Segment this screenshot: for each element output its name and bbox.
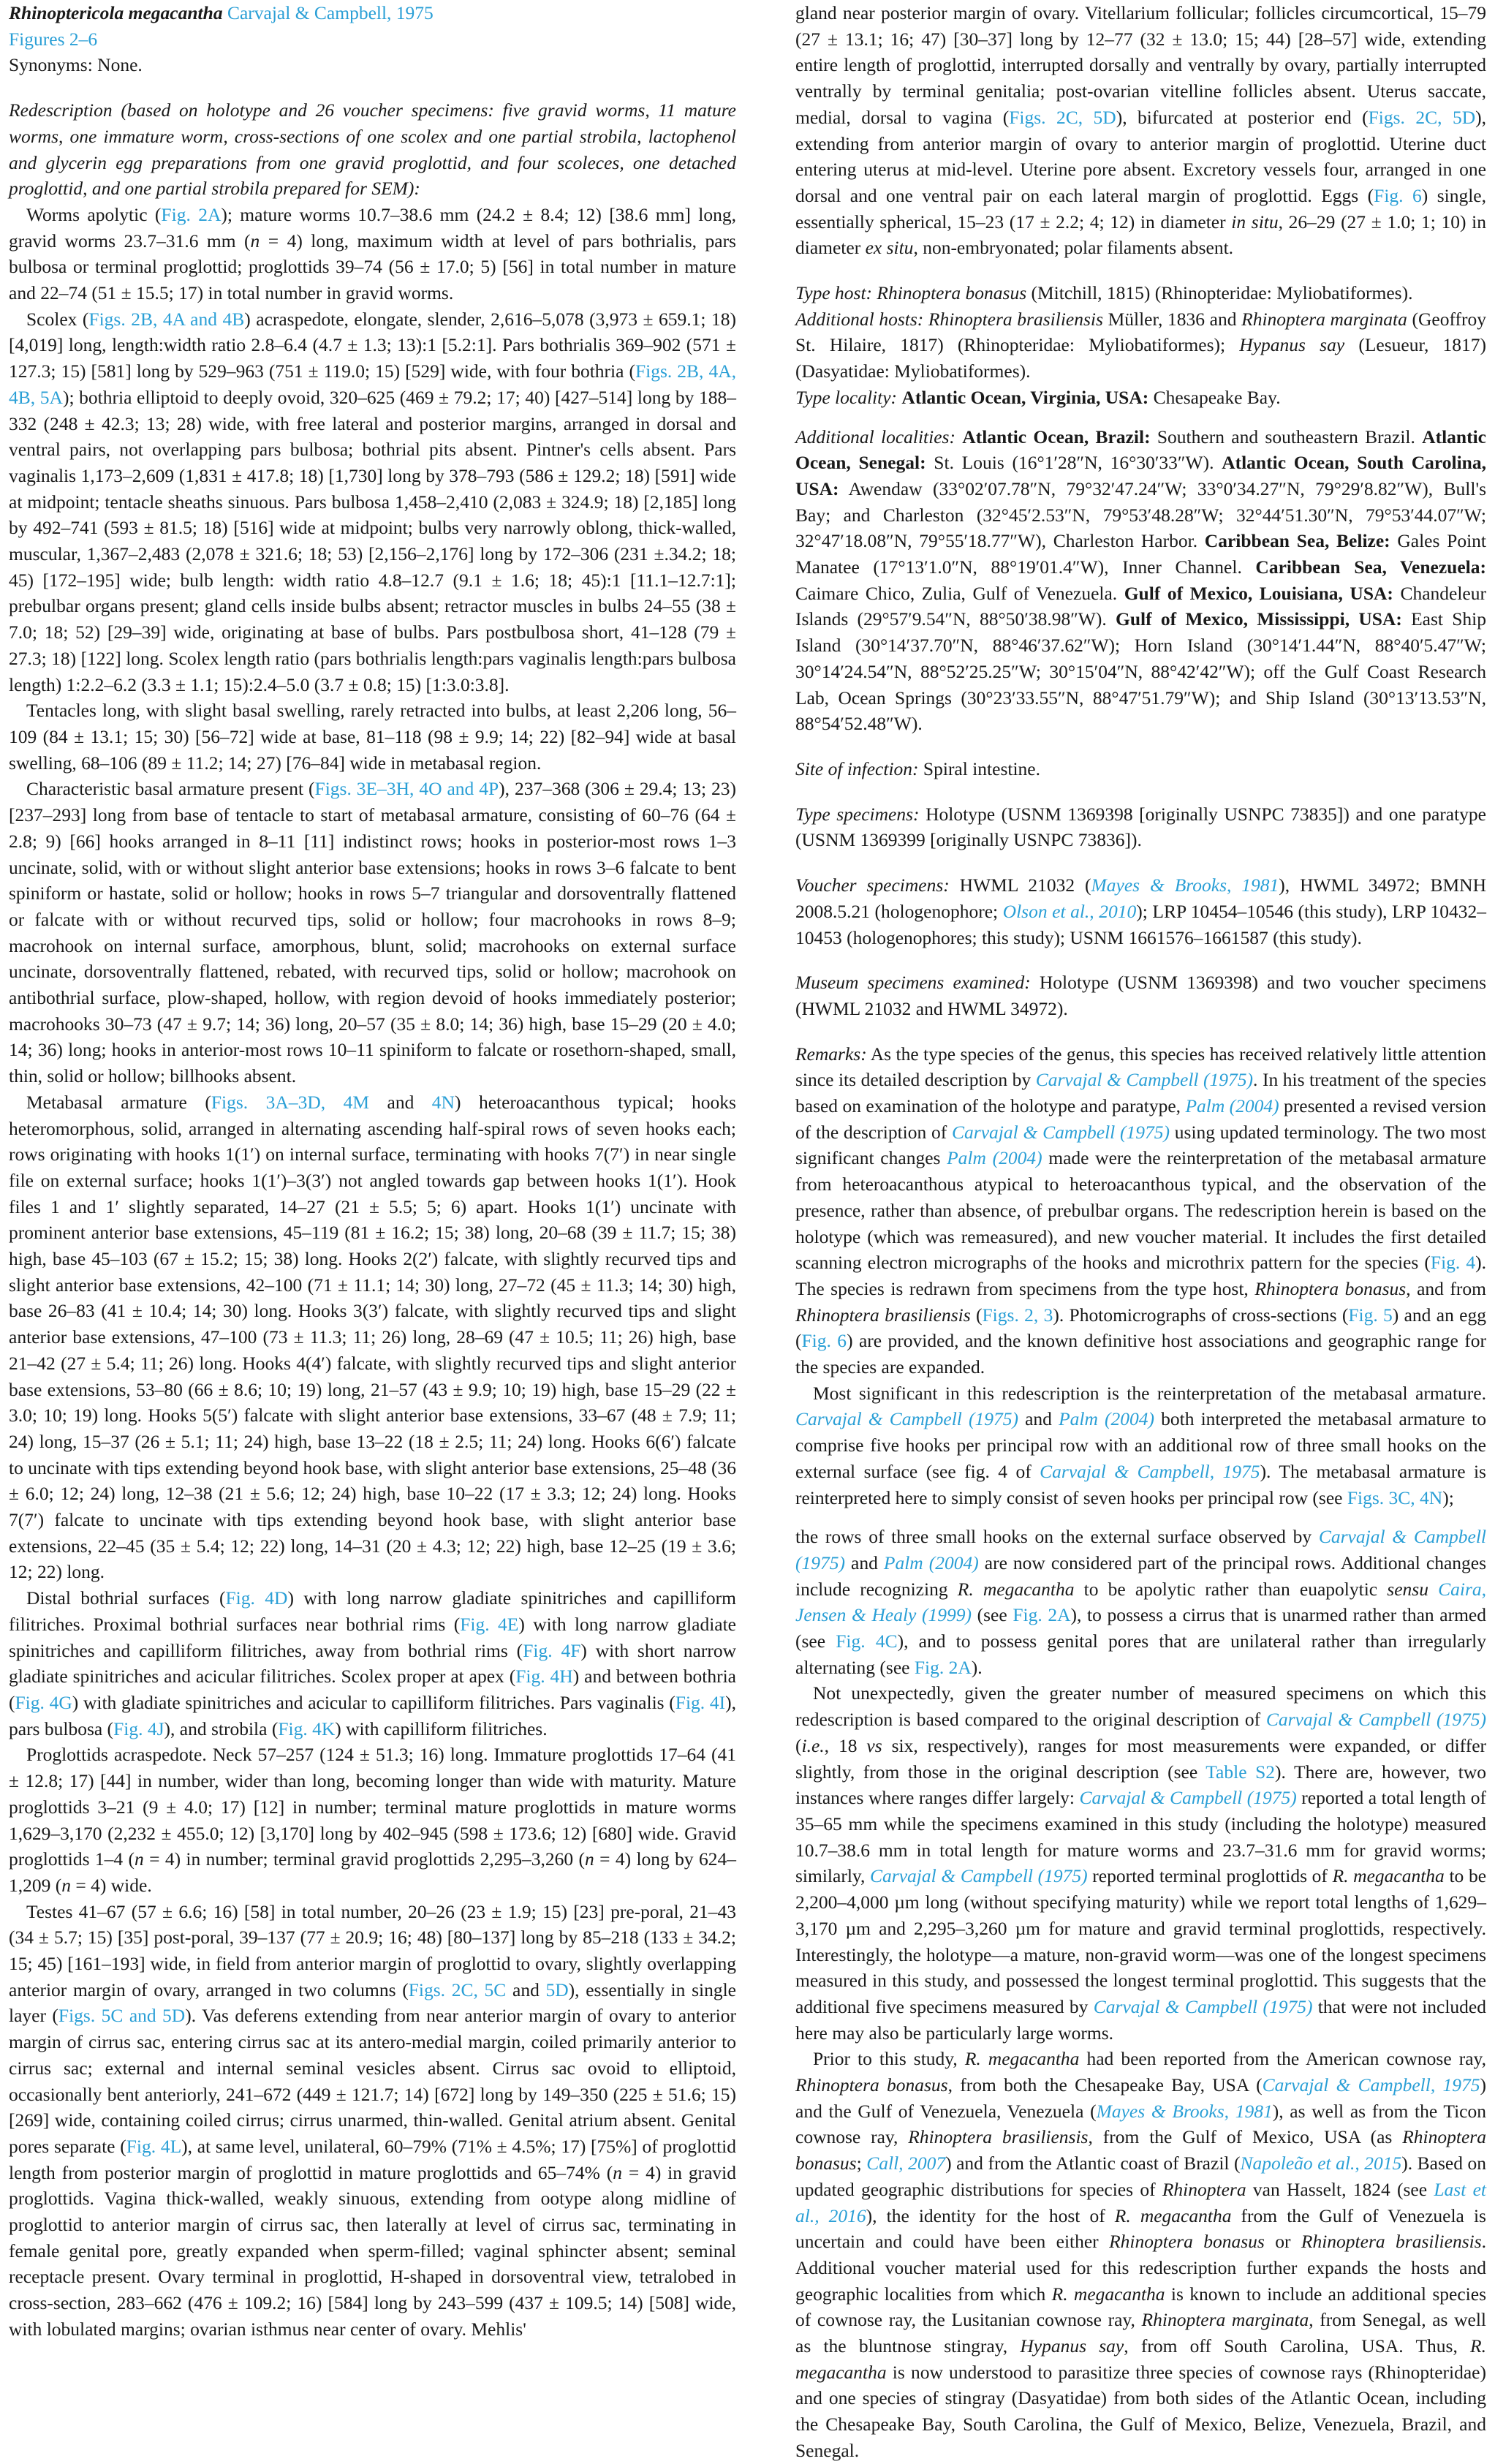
reference-link[interactable]: Fig. 4 xyxy=(1430,1252,1476,1274)
text-run: ), HWML 34972; BMNH 2008.5.21 (hologenophore; xyxy=(795,874,1487,922)
text-run: Rhinoptera bonasus xyxy=(795,2126,1486,2174)
text-run: in situ xyxy=(1231,211,1279,233)
text-run: are now considered part of the principal rows. Additional changes include recognizing xyxy=(795,1552,1487,1600)
reference-link[interactable]: Fig. 4G xyxy=(15,1692,72,1713)
locality-name: Gulf of Mexico, Mississippi, USA: xyxy=(1116,608,1402,630)
reference-link[interactable]: Carvajal & Campbell, 1975 xyxy=(1040,1460,1260,1482)
locality-name: Atlantic Ocean, Brazil: xyxy=(962,426,1151,447)
text-run: ). The species is redrawn from specimens from the type host, xyxy=(795,1252,1486,1299)
text-run: Rhinoptera brasiliensis xyxy=(795,1304,971,1326)
text-run: both interpreted the metabasal armature to comprise five hooks per principal row with an additional row of three small hooks on the external surface (see fig. 4 of xyxy=(795,1408,1487,1482)
text-run: n xyxy=(585,1848,594,1870)
text-run: R. megacantha xyxy=(957,1578,1075,1600)
text-run: Distal bothrial surfaces ( xyxy=(26,1587,226,1609)
reference-link[interactable]: Mayes & Brooks, 1981 xyxy=(1091,874,1279,896)
text-run: , from off South Carolina, USA. Thus, xyxy=(1124,2335,1471,2357)
reference-link[interactable]: Carvajal & Campbell (1975) xyxy=(795,1526,1486,1573)
text-run: Rhinoptera xyxy=(1162,2178,1246,2200)
reference-link[interactable]: Fig. 2A xyxy=(161,203,222,225)
text-run: ) with gladiate spinitriches and acicular to capilliform filitriches. Pars vaginalis ( xyxy=(72,1692,675,1713)
text-run: ), to possess a cirrus that is unarmed rather than armed (see xyxy=(795,1604,1486,1652)
text-run: Testes 41–67 (57 ± 6.6; 16) [58] in total number, 20–26 (23 ± 1.9; 15) [23] pre-poral, 21–43 (34 ± 5.7; 15) [35] post-poral, 39–137 (77 ± 20.9; 16; 48) [80–137] long by 85–218 (133 ± 34.2; 15; 45) [161–193] wide, in field from anterior margin of proglottid to ovary, slightly overlapping anterior margin of ovary, arranged in two columns ( xyxy=(9,1900,736,2000)
text-run: Müller, 1836 and xyxy=(1102,308,1242,330)
text-run: Site of infection: xyxy=(795,757,919,779)
text-run: that were not included here may also be particularly large worms. xyxy=(795,1995,1486,2044)
text-run: Tentacles long, with slight basal swelling, rarely retracted into bulbs, at least 2,206 long, 56–109 (84 ± 13.1; 15; 30) [56–72] wide at base, 81–118 (98 ± 9.9; 14; 22) [82–94] wide at basal swelling, 68–106 (89 ± 11.2; 14; 27) [76–84] wide in metabasal region. xyxy=(9,700,736,774)
paragraph xyxy=(795,1041,1486,1380)
text-run: ); bothria elliptoid to deeply ovoid, 320–625 (469 ± 79.2; 17; 40) [427–514] long by 188–332 (248 ± 42.3; 13; 28) wide, with free lateral and posterior margins, arranged in dorsal and ventral pairs, not overlapping pars bulbosa; bothrial pits absent. Pintner's cells absent. Pars vaginalis 1,173–2,609 (1,831 ± 417.8; 18) [1,730] long by 378–793 (586 ± 129.2; 18) [591] wide at midpoint; tentacle sheaths sinuous. Pars bulbosa 1,458–2,410 (2,083 ± 324.9; 18) [2,185] long by 492–741 (593 ± 81.5; 18) [516] wide at midpoint; bulbs very narrowly oblong, thick-walled, muscular, 1,367–2,483 (2,078 ± 321.6; 18; 53) [2,156–2,176] long by 172–306 (231 ±.34.2; 18; 45) [172–195] wide; bulb length: width ratio 4.8–12.7 (9.1 ± 1.6; 18; 45):1 [11.1–12.7:1]; prebulbar organs present; gland cells inside bulbs absent; retractor muscles in bulbs 24–55 (38 ± 7.0; 18; 52) [29–39] wide, originating at base of bulbs. Pars postbulbosa short, 41–128 (79 ± 27.3; 18) [122] long. Scolex length ratio (pars bothrialis length:pars vaginalis length:pars bulbosa length) 1:2.2–6.2 (3.3 ± 1.1; 15):2.4–5.0 (3.7 ± 0.8; 15) [1:3.0:3.8]. xyxy=(9,386,736,695)
text-run: East Ship Island (30°14′37.70″N, 88°46′37.62″W); Horn Island (30°14′1.44″N, 88°40′5.47″W; 30°14′24.54″N, 88°52′25.25″W; 30°15′04″N, 88°42′42″W); off the Gulf Coast Research Lab, Ocean Springs (30°23′33.55″N, 88°47′51.79″W); and Ship Island (30°13′13.53″N, 88°54′52.48″W). xyxy=(795,608,1487,735)
text-run: Chandeleur Islands (29°57′9.54″N, 88°50′38.98″W). xyxy=(795,582,1486,630)
text-run: ); mature worms 10.7–38.6 mm (24.2 ± 8.4; 12) [38.6 mm] long, gravid worms 23.7–31.6 mm ( xyxy=(9,203,736,252)
text-run: Holotype (USNM 1369398 [originally USNPC 73835]) and one paratype (USNM 1369399 [originally USNPC 73836]). xyxy=(795,803,1487,851)
text-run: Synonyms: None. xyxy=(9,54,143,76)
text-run: ( xyxy=(970,1304,983,1326)
text-run: Type host: Rhinoptera bonasus xyxy=(795,282,1027,304)
text-run: ) with long narrow gladiate spinitriches and capilliform filitriches, away from bothrial rims ( xyxy=(9,1613,737,1661)
text-run: , non-embryonated; polar filaments absent. xyxy=(913,237,1234,259)
reference-link[interactable]: Palm (2004) xyxy=(1185,1095,1279,1117)
reference-link[interactable]: Carvajal & Campbell (1975) xyxy=(952,1121,1170,1143)
text-run: Scolex ( xyxy=(26,308,89,330)
right-column xyxy=(795,0,1486,2464)
text-run: ) with long narrow gladiate spinitriches and capilliform filitriches. Proximal bothrial surfaces near bothrial rims ( xyxy=(9,1587,737,1635)
text-run: Worms apolytic ( xyxy=(26,203,162,225)
text-run: Remarks: xyxy=(795,1043,867,1065)
locality-name: Caribbean Sea, Venezuela: xyxy=(1255,556,1486,578)
text-run: Spiral intestine. xyxy=(918,757,1040,779)
locality-name: Atlantic Ocean, Virginia, USA: xyxy=(901,386,1149,408)
reference-link[interactable]: Fig. 4I xyxy=(675,1692,726,1713)
reference-link[interactable]: Figs. 5C and 5D xyxy=(58,2005,186,2027)
text-run: ) heteroacanthous typical; hooks heteromorphous, solid, arranged in alternating ascending half-spiral rows of seven hooks each; rows originating with hooks 1(1′) on internal surface, terminating with hooks 7(7′) in near single file on external surface; hooks 1(1′)–3(3′) not angled towards gap between hooks 1(1′). Hook files 1 and 1′ slightly separated, 14–27 (21 ± 5.5; 5; 6) apart. Hooks 1(1′) uncinate with prominent anterior base extensions, 45–119 (81 ± 16.2; 15; 38) long, 20–68 (39 ± 11.7; 15; 38) high, base 45–103 (67 ± 15.2; 15; 38) long. Hooks 2(2′) falcate, with slightly recurved tips and slight anterior base extensions, 42–100 (71 ± 11.1; 14; 30) long, 27–72 (45 ± 11.3; 14; 30) high, base 26–83 (41 ± 10.4; 14; 30) long. Hooks 3(3′) falcate, with slightly recurved tips and slight anterior base extensions, 47–100 (73 ± 11.3; 11; 26) long, 28–69 (47 ± 10.5; 11; 26) high, base 21–42 (27 ± 5.4; 11; 26) long. Hooks 4(4′) falcate, with slightly recurved tips and slight anterior base extensions, 53–80 (66 ± 8.6; 10; 19) long, 21–57 (43 ± 9.9; 10; 19) high, base 15–29 (22 ± 3.0; 10; 19) long. Hooks 5(5′) falcate with slight anterior base extensions, 33–67 (48 ± 7.9; 11; 24) long, 15–37 (26 ± 5.1; 11; 24) high, base 13–22 (18 ± 2.5; 11; 24) long. Hooks 6(6′) falcate to uncinate with tips extending beyond hook base, with slight anterior base extensions, 25–48 (36 ± 6.0; 12; 24) long, 12–38 (21 ± 5.6; 12; 24) high, base 10–22 (17 ± 3.3; 12; 24) long. Hooks 7(7′) falcate to uncinate with tips extending beyond hook base, with slight anterior base extensions, 22–45 (35 ± 5.4; 12; 22) long, 14–31 (20 ± 4.3; 12; 22) high, base 12–25 (19 ± 3.6; 12; 22) long. xyxy=(9,1091,736,1583)
text-run: n xyxy=(61,1874,71,1896)
paragraph xyxy=(9,1899,736,2343)
text-run: ) single, essentially spherical, 15–23 (17 ± 2.2; 4; 12) in diameter xyxy=(795,184,1486,233)
reference-link[interactable]: Mayes & Brooks, 1981 xyxy=(1096,2100,1273,2122)
paragraph xyxy=(9,1089,736,1585)
text-run: n xyxy=(250,230,260,252)
paragraph xyxy=(795,970,1486,1021)
reference-link[interactable]: Fig. 4L xyxy=(126,2135,182,2157)
text-run: Rhinoptera bonasus xyxy=(1254,1277,1407,1299)
paragraph xyxy=(9,698,736,776)
text-run: Rhinoptericola megacantha xyxy=(9,2,223,23)
text-run: (Mitchill, 1815) (Rhinopteridae: Myliobatiformes). xyxy=(1026,282,1413,304)
text-run: Additional localities: xyxy=(795,426,963,447)
text-run: ), pars bulbosa ( xyxy=(9,1692,736,1739)
text-run: using updated terminology. The two most significant changes xyxy=(795,1121,1486,1169)
paragraph xyxy=(795,0,1486,261)
text-run: ), and strobila ( xyxy=(164,1717,279,1739)
paragraph xyxy=(9,1585,736,1742)
paragraph xyxy=(795,424,1486,737)
paragraph xyxy=(795,306,1486,385)
text-run: ). Photomicrographs of cross-sections ( xyxy=(1053,1304,1349,1326)
text-run: Not unexpectedly, given the greater number of measured specimens on which this redescription is based compared to the original description of xyxy=(795,1682,1486,1731)
text-run: ). There are, however, two instances where ranges differ largely: xyxy=(795,1761,1487,1809)
text-run: HWML 21032 ( xyxy=(949,874,1091,896)
text-run: = 4) wide. xyxy=(71,1874,152,1896)
reference-link[interactable]: Carvajal & Campbell (1975) xyxy=(1079,1787,1297,1809)
text-run: . In his treatment of the species based on examination of the holotype and paratype, xyxy=(795,1069,1486,1117)
text-run: is now understood to parasitize three species of cownose rays (Rhinopteridae) and one species of stingray (Dasyatidae) from both sides of the Atlantic Ocean, including the Chesapeake Bay, South Carolina, the Gulf of Mexico, Belize, Venezuela, Brazil, and Senegal. xyxy=(795,2361,1486,2461)
reference-link[interactable]: Figs. 2B, 4A, 4B, 5A xyxy=(9,360,736,408)
text-run: R. megacantha xyxy=(1051,2283,1165,2305)
text-run: ) and between bothria ( xyxy=(9,1666,736,1713)
reference-link[interactable]: Fig. 4C xyxy=(836,1630,898,1652)
paragraph xyxy=(795,2046,1486,2463)
reference-link[interactable]: Last et al., 2016 xyxy=(795,2178,1486,2226)
reference-link[interactable]: Fig. 6 xyxy=(1374,184,1422,206)
text-run: ); LRP 10454–10546 (this study), LRP 10432–10453 (hologenophores; this study); USNM 1661576–1661587 (this study). xyxy=(795,900,1486,948)
reference-link[interactable]: Table S2 xyxy=(1206,1761,1276,1783)
text-run: ), bifurcated at posterior end ( xyxy=(1116,106,1369,128)
text-run: ). Based on updated geographic distributions for species of xyxy=(795,2153,1487,2200)
reference-link[interactable]: Palm (2004) xyxy=(947,1147,1042,1169)
text-run: Redescription (based on holotype and 26 voucher specimens: five gravid worms, 11 mature worms, one immature worm, cross-sections of one scolex and one partial strobila, lactophenol and glycerin egg preparations from one gravid proglottid, and four scoleces, one detached proglottid, and one partial strobila prepared for SEM): xyxy=(9,99,736,200)
reference-link[interactable]: Figs. 2C, 5D xyxy=(1009,106,1116,128)
text-run: ex situ xyxy=(865,237,914,259)
text-run: ), essentially in single layer ( xyxy=(9,1979,736,2027)
text-run: from the Gulf of Venezuela is uncertain and could have been either xyxy=(795,2204,1486,2253)
text-run: Hypanus say xyxy=(1020,2335,1124,2357)
reference-link[interactable]: Caira, Jensen & Healy (1999) xyxy=(795,1578,1487,1626)
text-run: Southern and southeastern Brazil. xyxy=(1150,426,1423,447)
text-run: ) and from the Atlantic coast of Brazil ( xyxy=(945,2153,1241,2174)
text-run: Type specimens: xyxy=(795,803,920,825)
text-run: Most significant in this redescription is the reinterpretation of the metabasal armature. xyxy=(813,1382,1486,1404)
text-run: (Lesueur, 1817) (Dasyatidae: Myliobatiformes). xyxy=(795,334,1487,382)
text-run: ). The metabasal armature is reinterpreted here to simply consist of seven hooks per principal row (see xyxy=(795,1460,1486,1508)
reference-link[interactable]: Fig. 5 xyxy=(1348,1304,1393,1326)
text-run: Chesapeake Bay. xyxy=(1148,386,1281,408)
text-run: n xyxy=(134,1848,144,1870)
text-run: and xyxy=(1018,1408,1059,1430)
text-run: , from Senegal, as well as the bluntnose stingray, xyxy=(795,2309,1487,2357)
reference-link[interactable]: Figs. 2C, 5C xyxy=(408,1979,507,2000)
paragraph xyxy=(795,872,1486,951)
paragraph xyxy=(795,1380,1486,1511)
text-run: n xyxy=(613,2161,623,2183)
reference-link[interactable]: Napoleão et al., 2015 xyxy=(1240,2153,1402,2174)
paragraph xyxy=(795,756,1486,782)
reference-link[interactable]: Fig. 4E xyxy=(460,1613,519,1635)
reference-link[interactable]: Fig. 4H xyxy=(515,1666,573,1688)
text-run: i.e. xyxy=(801,1734,825,1756)
text-run: ; xyxy=(856,2153,867,2174)
text-run: presented a revised version of the description of xyxy=(795,1095,1486,1143)
text-run: ); xyxy=(1442,1486,1454,1508)
paragraph xyxy=(795,385,1486,411)
text-run: (Geoffroy St. Hilaire, 1817) (Rhinopteridae: Myliobatiformes); xyxy=(795,308,1486,356)
locality-name: Gulf of Mexico, Louisiana, USA: xyxy=(1124,582,1393,604)
text-run: to be apolytic rather than euapolytic xyxy=(1074,1578,1388,1600)
paragraph xyxy=(795,1524,1486,1680)
text-run: Type locality: xyxy=(795,386,902,408)
text-run: Museum specimens examined: xyxy=(795,972,1031,994)
text-run: Proglottids acraspedote. Neck 57–257 (124 ± 51.3; 16) long. Immature proglottids 17–64 (41 ± 12.8; 17) [44] in number, wider than long, becoming longer than wide with maturity. Mature proglottids 3–21 (9 ± 4.0; 17) [12] in number; terminal mature proglottids in mature worms 1,629–3,170 (2,232 ± 455.0; 12) [3,170] long by 402–945 (598 ± 173.6; 12) [680] wide. Gravid proglottids 1–4 ( xyxy=(9,1744,736,1870)
reference-link[interactable]: Carvajal & Campbell (1975) xyxy=(1035,1069,1254,1091)
text-run: sensu xyxy=(1387,1578,1439,1600)
text-run: ( xyxy=(795,1734,802,1756)
text-run: Metabasal armature ( xyxy=(26,1091,211,1113)
reference-link[interactable]: Carvajal & Campbell (1975) xyxy=(1093,1995,1313,2017)
text-run: gland near posterior margin of ovary. Vitellarium follicular; follicles circumcortical, 15–79 (27 ± 13.1; 16; 47) [30–37] long by 12–77 (32 ± 13.0; 15; 44) [28–57] wide, extending entire length of proglottid, interrupted dorsally and ventrally by ovary, partially interrupted ventrally by terminal genitalia; post-ovarian vitelline follicles absent. Uterus saccate, medial, dorsal to vagina ( xyxy=(795,2,1486,128)
text-run: ) with short narrow gladiate spinitriches and acicular filitriches. Scolex proper at apex ( xyxy=(9,1639,737,1688)
reference-link[interactable]: Fig. 2A xyxy=(1013,1604,1071,1626)
text-run: Characteristic basal armature present ( xyxy=(26,778,315,800)
text-run: made were the reinterpretation of the metabasal armature from heteroacanthous atypical to heteroacanthous typical, and the observation of the presence, rather than absence, of prebulbar organs. The redescription herein is based on the holotype (which was remeasured), and new voucher material. It includes the first detailed scanning electron micrographs of the hooks and microthrix pattern for the species ( xyxy=(795,1147,1486,1274)
locality-name: Atlantic Ocean, Senegal: xyxy=(795,426,1486,474)
reference-link[interactable]: Figures 2–6 xyxy=(9,28,98,50)
text-run: , and from xyxy=(1406,1277,1486,1299)
reference-link[interactable]: Fig. 4F xyxy=(523,1639,581,1661)
reference-link[interactable]: Fig. 2A xyxy=(914,1656,972,1678)
text-run: Rhinoptera marginata xyxy=(1141,2309,1309,2331)
reference-link[interactable]: Figs. 2B, 4A and 4B xyxy=(88,308,245,330)
text-run: R. megacantha xyxy=(1332,1865,1445,1887)
text-run: . Additional voucher material used for this redescription further expands the hosts and geographic localities from which xyxy=(795,2231,1487,2305)
text-run: is known to include an additional species of cownose ray, the Lusitanian cownose ray, xyxy=(795,2283,1486,2331)
reference-link[interactable]: Call, 2007 xyxy=(866,2153,946,2174)
left-column xyxy=(9,0,736,2343)
text-run: Hypanus say xyxy=(1239,334,1345,356)
text-run: six, respectively), ranges for most measurements were expanded, or differ slightly, from those in the original description (see xyxy=(795,1734,1486,1783)
locality-name: Caribbean Sea, Belize: xyxy=(1204,530,1390,552)
text-run: ) are provided, and the known definitive host associations and geographic range for the species are expanded. xyxy=(795,1330,1486,1378)
text-run: and xyxy=(844,1552,884,1573)
text-run: , 18 xyxy=(824,1734,867,1756)
text-run: Gales Point Manatee (17°13′1.0″N, 88°19′01.4″W), Inner Channel. xyxy=(795,530,1486,578)
reference-link[interactable]: Figs. 3A–3D, 4M xyxy=(211,1091,370,1113)
species-title xyxy=(9,0,736,26)
paragraph xyxy=(9,306,736,698)
text-run: Rhinoptera brasiliensis xyxy=(908,2126,1089,2148)
text-run: R. megacantha xyxy=(795,2335,1486,2383)
text-run: reported terminal proglottids of xyxy=(1087,1865,1333,1887)
text-run: , from the Gulf of Mexico, USA (as xyxy=(1088,2126,1403,2148)
text-run: = 4) long by 624–1,209 ( xyxy=(9,1848,736,1896)
text-run: the rows of three small hooks on the external surface observed by xyxy=(795,1526,1319,1548)
text-run: reported a total length of 35–65 mm while the specimens examined in this study (including the holotype) measured 10.7–38.6 mm in total length for mature worms and 23.7–31.6 mm for gravid worms; similarly, xyxy=(795,1787,1486,1887)
reference-link[interactable]: Fig. 4K xyxy=(278,1717,336,1739)
paragraph xyxy=(9,202,736,306)
paragraph xyxy=(9,26,736,53)
text-run: van Hasselt, 1824 (see xyxy=(1246,2178,1434,2200)
text-run: had been reported from the American cownose ray, xyxy=(1079,2048,1486,2070)
reference-link[interactable]: 4N xyxy=(431,1091,455,1113)
text-run: ) and the Gulf of Venezuela, Venezuela ( xyxy=(795,2074,1486,2122)
paragraph xyxy=(9,52,736,78)
reference-link[interactable]: Figs. 3C, 4N xyxy=(1347,1486,1443,1508)
text-run: Holotype (USNM 1369398) and two voucher specimens (HWML 21032 and HWML 34972). xyxy=(795,972,1486,1019)
reference-link[interactable]: 5D xyxy=(545,1979,569,2000)
reference-link[interactable]: Palm (2004) xyxy=(883,1552,979,1573)
text-run: Caimare Chico, Zulia, Gulf of Venezuela. xyxy=(795,582,1124,604)
text-run: (see xyxy=(972,1604,1013,1626)
reference-link[interactable]: Figs. 2, 3 xyxy=(982,1304,1053,1326)
reference-link[interactable]: Carvajal & Campbell, 1975 xyxy=(1262,2074,1480,2096)
text-run: , 26–29 (27 ± 1.0; 1; 10) in diameter xyxy=(795,211,1486,259)
reference-link[interactable]: Fig. 4J xyxy=(113,1717,164,1739)
reference-link[interactable]: Figs. 2C, 5D xyxy=(1368,106,1476,128)
text-run: ). Vas deferens extending from near anterior margin of ovary to anterior margin of cirrus sac, entering cirrus sac at its antero-medial margin, coiled primarily anterior to cirrus sac; external and internal seminal vesicles absent. Cirrus sac ovoid to elliptoid, occasionally bent anteriorly, 241–672 (449 ± 121.7; 14) [672] long by 149–350 (225 ± 51.6; 15) [269] wide, containing coiled cirrus; cirrus unarmed, thin-walled. Genital atrium absent. Genital pores separate ( xyxy=(9,2005,736,2157)
text-run: = 4) long, maximum width at level of pars bothrialis, pars bulbosa or terminal proglottid; proglottids 39–74 (56 ± 17.0; 5) [56] in total number in mature and 22–74 (51 ± 15.5; 17) in total number in gravid worms. xyxy=(9,230,736,304)
text-run: ). xyxy=(971,1656,983,1678)
reference-link[interactable]: Carvajal & Campbell (1975) xyxy=(1265,1709,1486,1731)
paragraph xyxy=(9,1742,736,1898)
text-run: ), extending from anterior margin of ovary to anterior margin of proglottid. Uterine duct entering uterus at mid-level. Uterine pore absent. Excretory vessels four, arranged in one dorsal and one ventral pair on each lateral margin of proglottid. Eggs ( xyxy=(795,106,1486,206)
paragraph xyxy=(9,776,736,1089)
text-run: Awendaw (33°02′07.78″N, 79°32′47.24″W; 33°0′34.27″N, 79°29′8.82″W), Bull's Bay; and Charleston (32°45′2.53″N, 79°53′48.28″W; 32°44′51.30″N, 79°53′44.07″W; 32°47′18.08″N, 79°55′18.77″W), Charleston Harbor. xyxy=(795,477,1486,552)
text-run: ) and an egg ( xyxy=(795,1304,1486,1352)
reference-link[interactable]: Fig. 4D xyxy=(225,1587,288,1609)
text-run: ), as well as from the Ticon cownose ray, xyxy=(795,2100,1486,2148)
text-run: Rhinoptera bonasus xyxy=(1109,2231,1265,2253)
text-run: ), at same level, unilateral, 60–79% (71% ± 4.5%; 17) [75%] of proglottid length from posterior margin of proglottid in mature proglottids and 65–74% ( xyxy=(9,2135,737,2183)
text-run: Prior to this study, xyxy=(813,2048,965,2070)
text-run: ) with capilliform filitriches. xyxy=(335,1717,548,1739)
reference-link[interactable]: Fig. 6 xyxy=(801,1330,847,1352)
reference-link[interactable]: Carvajal & Campbell, 1975 xyxy=(222,2,434,23)
reference-link[interactable]: Figs. 3E–3H, 4O and 4P xyxy=(314,778,499,800)
text-run: ) acraspedote, elongate, slender, 2,616–5,078 (3,973 ± 659.1; 18) [4,019] long, length:width ratio 2.8–6.4 (4.7 ± 1.3; 13):1 [5.2:1]. Pars bothrialis 369–902 (571 ± 127.3; 15) [581] long by 529–963 (751 ± 119.0; 15) [529] wide, with four bothria ( xyxy=(9,308,736,382)
locality-name: Atlantic Ocean, South Carolina, USA: xyxy=(795,452,1486,499)
reference-link[interactable]: Carvajal & Campbell (1975) xyxy=(870,1865,1088,1887)
text-run: Additional hosts: Rhinoptera brasiliensis xyxy=(795,308,1103,330)
reference-link[interactable]: Palm (2004) xyxy=(1059,1408,1154,1430)
text-run: Rhinoptera brasiliensis xyxy=(1301,2231,1482,2253)
reference-link[interactable]: Olson et al., 2010 xyxy=(1002,900,1137,922)
text-run: R. megacantha xyxy=(964,2048,1080,2070)
paragraph xyxy=(795,801,1486,853)
text-run: or xyxy=(1264,2231,1301,2253)
text-run: Rhinoptera bonasus xyxy=(795,2074,948,2096)
text-run: ), 237–368 (306 ± 29.4; 13; 23) [237–293] long from base of tentacle to start of metabasal armature, consisting of 60–76 (64 ± 2.8; 9) [66] hooks arranged in 8–11 [11] indistinct rows; hooks in posterior-most rows 1–3 uncinate, solid, with or without slight anterior base extensions; hooks in rows 3–6 falcate to bent spiniform or hastate, solid or hollow; hooks in rows 5–7 triangular and dorsoventrally flattened or falcate with or without recurved tips, solid or hollow; four macrohooks in rows 8–9; macrohook on internal surface, amorphous, blunt, solid; macrohooks on external surface uncinate, dorsoventrally flattened, rebated, with recurved tips, solid or hollow; macrohook on antibothrial surface, plow-shaped, hollow, with region devoid of hooks immediately posterior; macrohooks 30–73 (47 ± 9.7; 14; 36) long, 20–57 (35 ± 8.0; 14; 36) high, base 15–29 (20 ± 4.0; 14; 36) long; hooks in anterior-most rows 10–11 spiniform to falcate or rosethorn-shaped, small, thin, solid or hollow; billhooks absent. xyxy=(9,778,736,1087)
text-run: As the type species of the genus, this species has received relatively little attention since its detailed description by xyxy=(795,1043,1486,1091)
text-run: ), and to possess genital pores that are unilateral rather than irregularly alternating (see xyxy=(795,1630,1486,1678)
text-run: ), the identity for the host of xyxy=(866,2204,1115,2226)
paragraph xyxy=(9,97,736,202)
text-run: and xyxy=(506,1979,546,2000)
text-run: R. megacantha xyxy=(1114,2204,1232,2226)
text-run: = 4) in gravid proglottids. Vagina thick-walled, weakly sinuous, extending from ootype along midline of proglottid to anterior margin of cirrus sac, then laterally at level of cirrus sac, terminating in female genital pore, greatly expanded when sperm-filled; vaginal sphincter absent; seminal receptacle present. Ovary terminal in proglottid, H-shaped in dorsoventral view, tetralobed in cross-section, 283–662 (476 ± 109.2; 16) [584] long by 243–599 (437 ± 109.5; 14) [508] wide, with lobulated margins; ovarian isthmus near center of ovary. Mehlis' xyxy=(9,2161,736,2340)
paragraph xyxy=(795,280,1486,306)
text-run: St. Louis (16°1′28″N, 16°30′33″W). xyxy=(926,452,1222,474)
text-run: Rhinoptera marginata xyxy=(1241,308,1407,330)
text-run: , from both the Chesapeake Bay, USA ( xyxy=(947,2074,1263,2096)
text-run: = 4) in number; terminal gravid proglottids 2,295–3,260 ( xyxy=(143,1848,585,1870)
paragraph xyxy=(795,1680,1486,2046)
text-run: and xyxy=(369,1091,432,1113)
text-run: to be 2,200–4,000 µm long (without specifying maturity) while we report total lengths of 1,629–3,170 µm and 2,295–3,260 µm for mature and gravid terminal proglottids, respectively. Interestingly, the holotype—a mature, non-gravid worm—was one of the longest specimens measured in this study, and possessed the longest terminal proglottid. This suggests that the additional five specimens measured by xyxy=(795,1865,1487,2017)
text-run: Voucher specimens: xyxy=(795,874,950,896)
text-run: vs xyxy=(866,1734,882,1756)
reference-link[interactable]: Carvajal & Campbell (1975) xyxy=(795,1408,1018,1430)
